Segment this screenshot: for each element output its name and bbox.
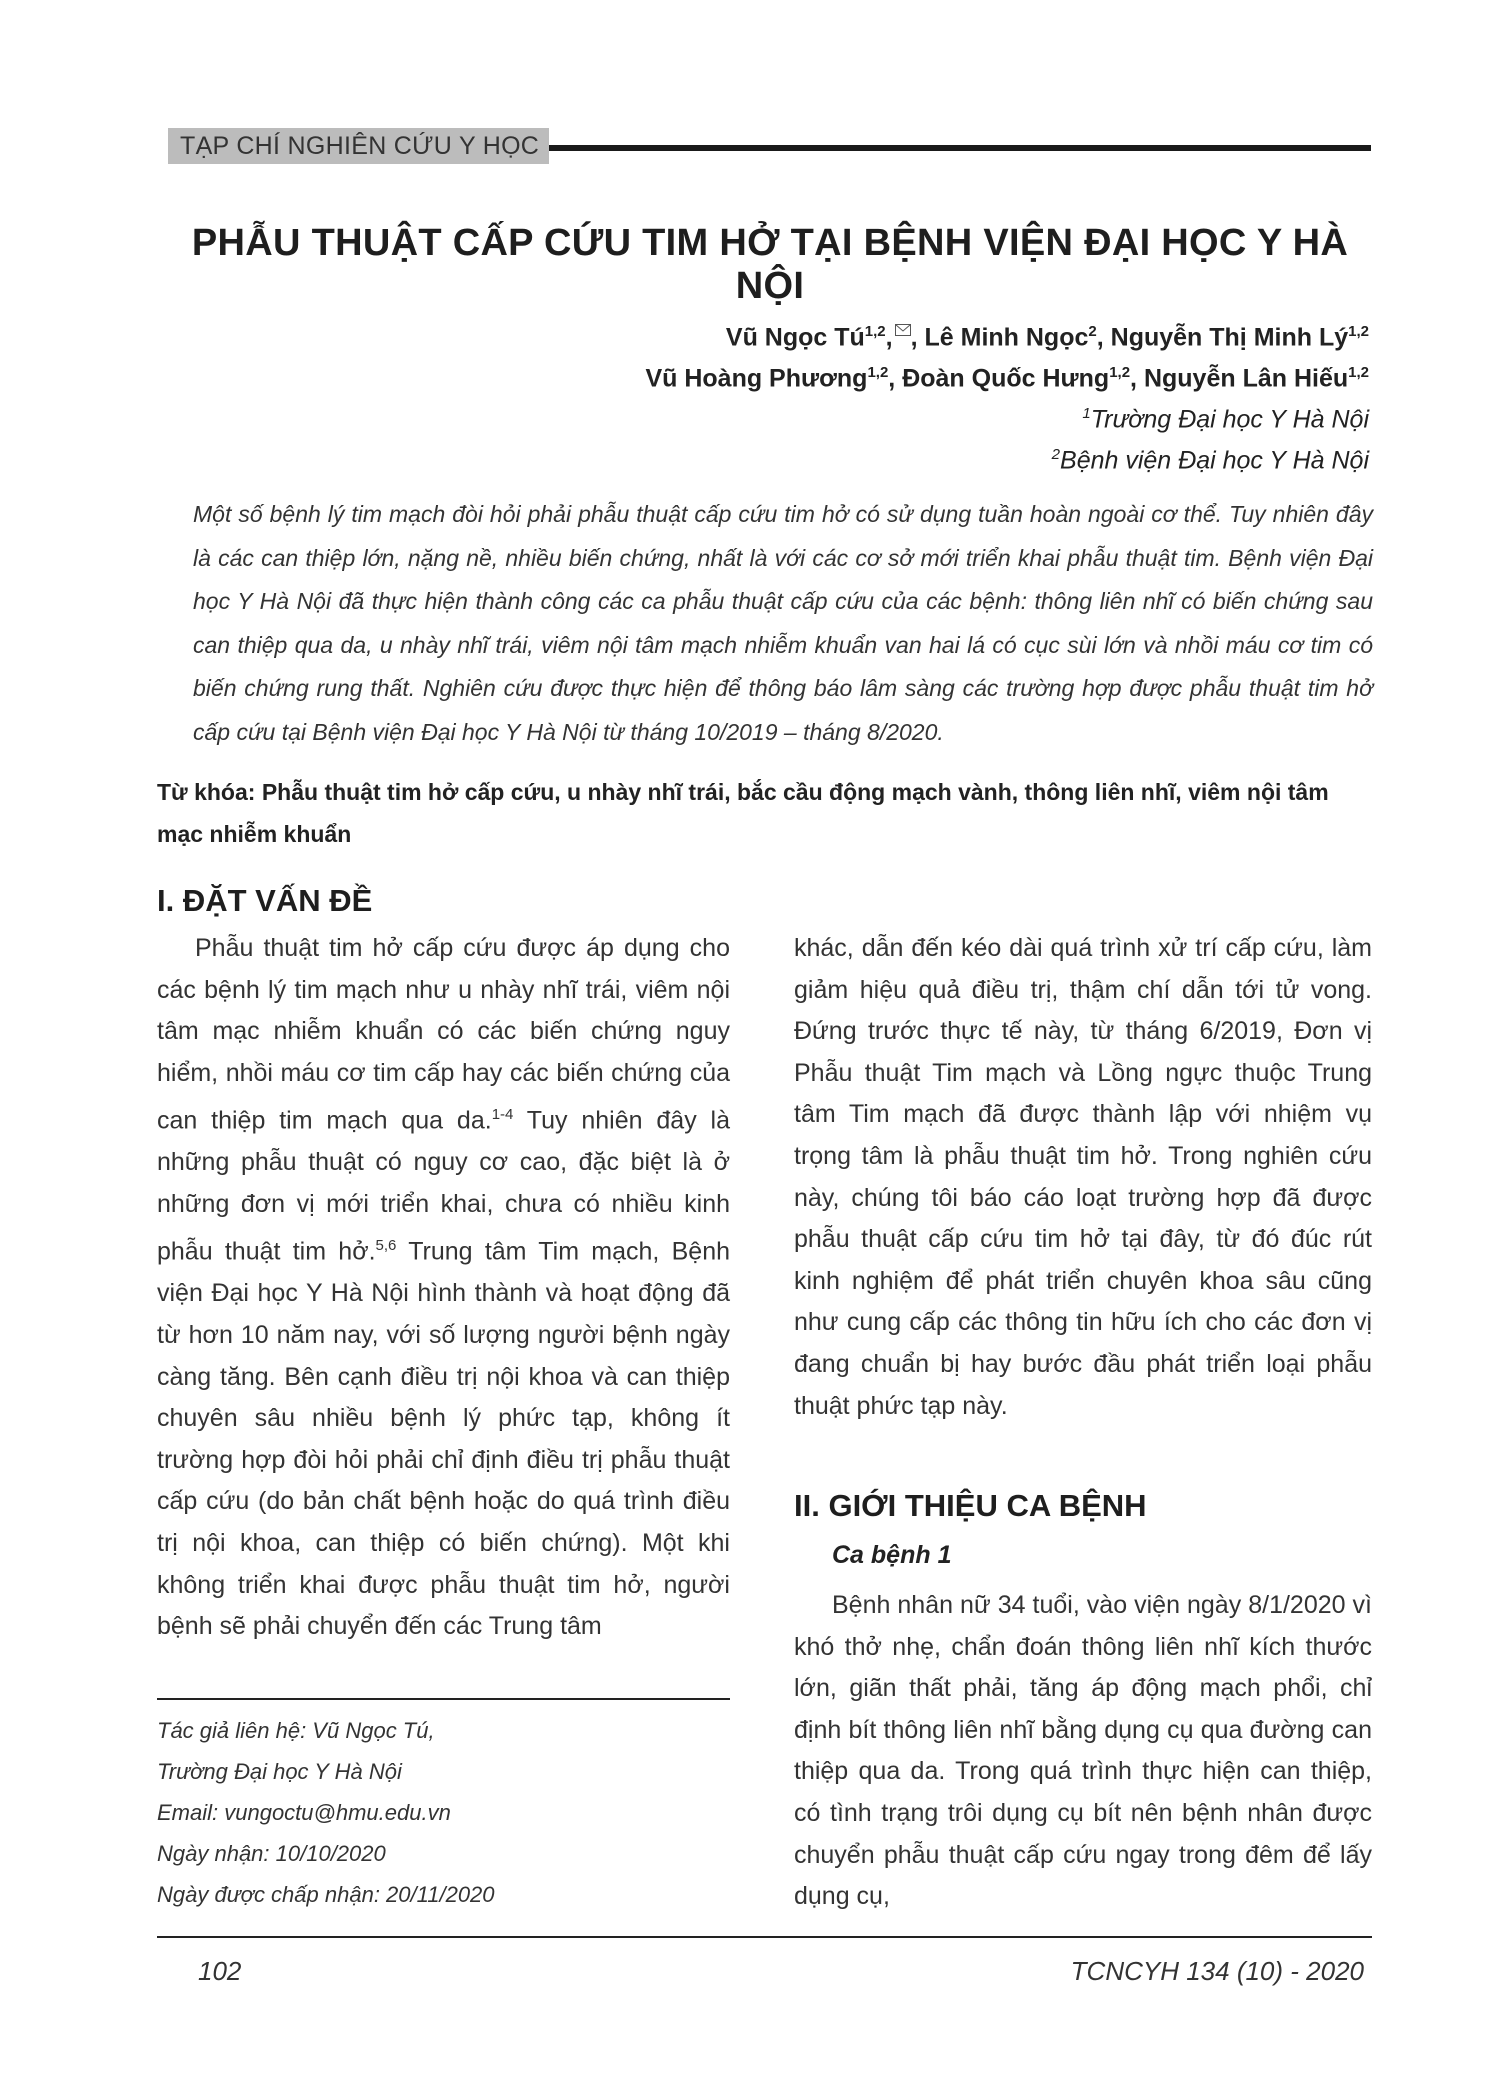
- article-title: PHẪU THUẬT CẤP CỨU TIM HỞ TẠI BỆNH VIỆN ĐẠI HỌC Y HÀ NỘI: [191, 222, 1349, 307]
- footer-rule: [157, 1936, 1372, 1938]
- author-affil-sup: 1,2: [1109, 364, 1131, 381]
- affiliation-2: $^2$Bệnh viện Đại học Y Hà Nội: [1051, 446, 1369, 475]
- author-name: Lê Minh Ngọc: [924, 323, 1089, 352]
- affiliation-1: $^1$Trường Đại học Y Hà Nội: [1082, 405, 1369, 434]
- author-affil-sup: 2: [1088, 323, 1097, 340]
- keywords: Từ khóa: Phẫu thuật tim hở cấp cứu, u nhày nhĩ trái, bắc cầu động mạch vành, thông liên nhĩ, viêm nội tâm mạc nhiễm khuẩn: [157, 779, 1329, 847]
- case-1-text: Bệnh nhân nữ 34 tuổi, vào viện ngày 8/1/2020 vì khó thở nhẹ, chẩn đoán thông liên nhĩ kích thước lớn, giãn thất phải, tăng áp động mạch phổi, chỉ định bít thông liên nhĩ bằng dụng cụ qua đường can thiệp qua da. Trong quá trình thực hiện can thiệp, có tình trạng trôi dụng cụ bít nên bệnh nhân được chuyển phẫu thuật cấp cứu ngay trong đêm để lấy dụng cụ,: [794, 1591, 1372, 1911]
- author-line-2: Vũ Hoàng Phương$^{1,2}$, Đoàn Quốc Hưng$^{1,2}$, Nguyễn Lân Hiếu$^{1,2}$: [645, 364, 1369, 393]
- corresponding-author-footnote: Tác giả liên hệ: Vũ Ngọc Tú, Trường Đại học Y Hà Nội Email: vungoctu@hmu.edu.vn Ngày nhận: 10/10/2020 Ngày được chấp nhận: 20/11/2020: [157, 1718, 495, 1907]
- section-2-heading: II. GIỚI THIỆU CA BỆNH: [794, 1488, 1147, 1523]
- author-affil-sup: 1,2: [867, 364, 889, 381]
- author-affil-sup: 1,2: [864, 323, 886, 340]
- envelope-icon: [895, 324, 911, 336]
- section-1-left-column: Phẫu thuật tim hở cấp cứu được áp dụng cho các bệnh lý tim mạch như u nhày nhĩ trái, viêm nội tâm mạc nhiễm khuẩn có các biến chứng nguy hiểm, nhồi máu cơ tim cấp hay các biến chứng của can thiệp tim mạch qua da.$^{1-4}$ Tuy nhiên đây là những phẫu thuật có nguy cơ cao, đặc biệt là ở những đơn vị mới triển khai, chưa có nhiều kinh phẫu thuật tim hở.$^{5,6}$ Trung tâm Tim mạch, Bệnh viện Đại học Y Hà Nội hình thành và hoạt động đã từ hơn 10 năm nay, với số lượng người bệnh ngày càng tăng. Bên cạnh điều trị nội khoa và can thiệp chuyên sâu nhiều bệnh lý phức tạp, không ít trường hợp đòi hỏi phải chỉ định điều trị phẫu thuật cấp cứu (do bản chất bệnh hoặc do quá trình điều trị nội khoa, can thiệp có biến chứng). Một khi không triển khai được phẫu thuật tim hở, người bệnh sẽ phải chuyển đến các Trung tâm: [157, 934, 730, 1641]
- footnote-rule: [157, 1698, 730, 1700]
- section-1-heading: I. ĐẶT VẤN ĐỀ: [157, 883, 373, 918]
- author-name: Nguyễn Lân Hiếu: [1143, 364, 1349, 393]
- page-number: 102: [198, 1956, 242, 1986]
- case-1-heading: Ca bệnh 1: [832, 1541, 952, 1569]
- journal-header-tag: TẠP CHÍ NGHIÊN CỨU Y HỌC: [168, 128, 549, 164]
- author-name: Nguyễn Thị Minh Lý: [1110, 323, 1349, 352]
- author-affil-sup: 1,2: [1348, 323, 1369, 340]
- author-name: Vũ Ngọc Tú: [725, 323, 865, 352]
- section-1-right-column: khác, dẫn đến kéo dài quá trình xử trí cấp cứu, làm giảm hiệu quả điều trị, thậm chí dẫn tới tử vong. Đứng trước thực tế này, từ tháng 6/2019, Đơn vị Phẫu thuật Tim mạch và Lồng ngực thuộc Trung tâm Tim mạch đã được thành lập với nhiệm vụ trọng tâm là phẫu thuật tim hở. Trong nghiên cứu này, chúng tôi báo cáo loạt trường hợp đã được phẫu thuật cấp cứu tim hở tại đây, từ đó đúc rút kinh nghiệm để phát triển chuyên khoa sâu cũng như cung cấp các thông tin hữu ích cho các đơn vị đang chuẩn bị hay bước đầu phát triển loại phẫu thuật phức tạp này.: [794, 934, 1372, 1420]
- journal-reference: TCNCYH 134 (10) - 2020: [1070, 1956, 1364, 1986]
- author-line-1: Vũ Ngọc Tú$^{1,2}$, , Lê Minh Ngọc$^2$, Nguyễn Thị Minh Lý$^{1,2}$: [725, 323, 1369, 352]
- author-name: Vũ Hoàng Phương: [645, 364, 868, 393]
- author-affil-sup: 1,2: [1348, 364, 1369, 381]
- author-name: Đoàn Quốc Hưng: [902, 364, 1110, 393]
- citation-ref: 1-4: [491, 1106, 514, 1124]
- citation-ref: 5,6: [375, 1237, 397, 1255]
- abstract: Một số bệnh lý tim mạch đòi hỏi phải phẫu thuật cấp cứu tim hở có sử dụng tuần hoàn ngoài cơ thể. Tuy nhiên đây là các can thiệp lớn, nặng nề, nhiều biến chứng, nhất là với các cơ sở mới triển khai phẫu thuật tim. Bệnh viện Đại học Y Hà Nội đã thực hiện thành công các ca phẫu thuật cấp cứu của các bệnh: thông liên nhĩ có biến chứng sau can thiệp qua da, u nhày nhĩ trái, viêm nội tâm mạch nhiễm khuẩn van hai lá có cục sùi lớn và nhồi máu cơ tim có biến chứng rung thất. Nghiên cứu được thực hiện để thông báo lâm sàng các trường hợp được phẫu thuật tim hở cấp cứu tại Bệnh viện Đại học Y Hà Nội từ tháng 10/2019 – tháng 8/2020.: [193, 501, 1373, 745]
